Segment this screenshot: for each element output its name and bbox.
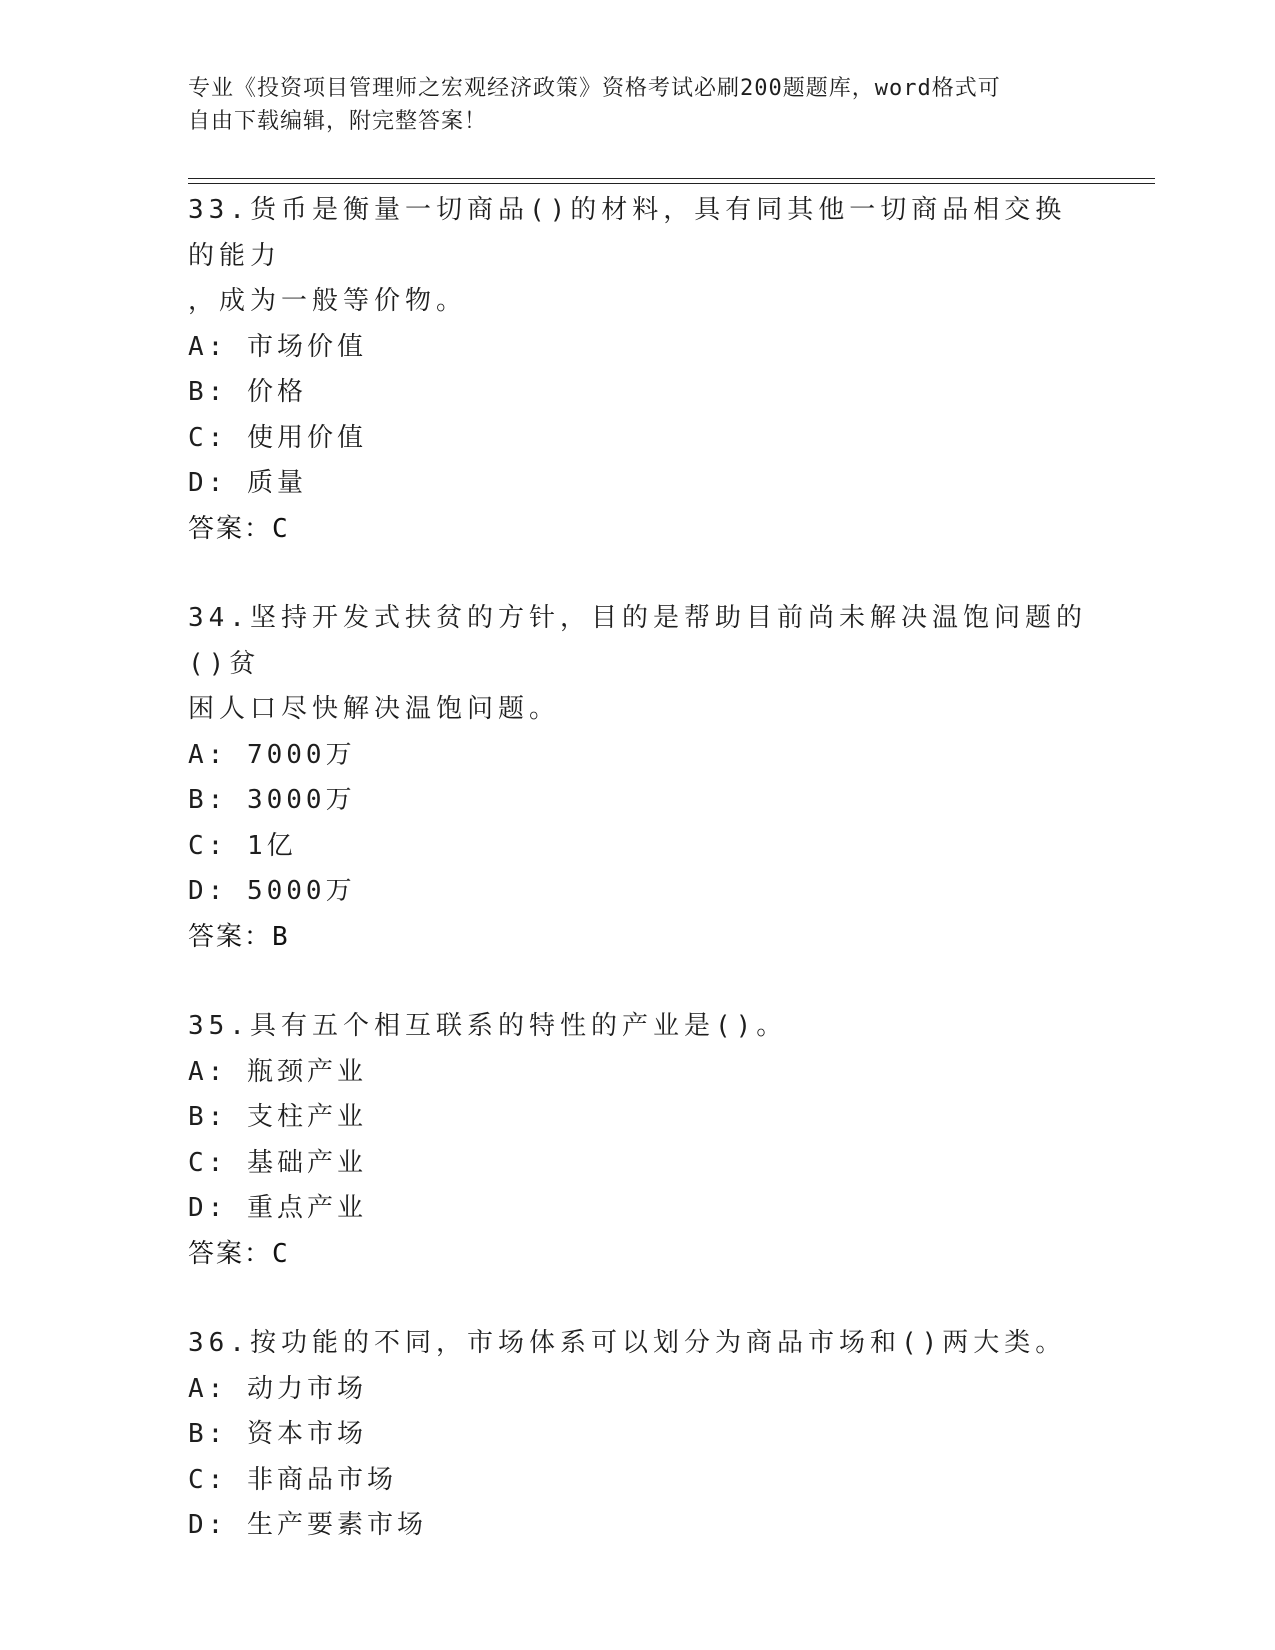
question-stem: 34.坚持开发式扶贫的方针，目的是帮助目前尚未解决温饱问题的()贫 [188, 603, 1087, 679]
question-33 [188, 188, 1088, 552]
document-header [188, 72, 1068, 138]
option-c: C: 非商品市场 [188, 1464, 397, 1495]
question-34 [188, 596, 1088, 960]
option-b: B: 支柱产业 [188, 1102, 367, 1132]
option-b: B: 资本市场 [188, 1419, 367, 1449]
question-stem: 36.按功能的不同，市场体系可以划分为商品市场和()两大类。 [188, 1328, 1067, 1358]
option-a: A: 动力市场 [188, 1373, 367, 1404]
question-stem: 35.具有五个相互联系的特性的产业是()。 [188, 1011, 788, 1041]
header-line-1: 专业《投资项目管理师之宏观经济政策》资格考试必刷200题题库，word格式可 [188, 76, 1001, 101]
option-d: D: 重点产业 [188, 1193, 367, 1223]
option-a: A: 7000万 [188, 739, 356, 770]
question-35 [188, 1004, 1088, 1277]
question-36 [188, 1321, 1088, 1549]
option-a: A: 市场价值 [188, 331, 367, 362]
question-stem: 33.货币是衡量一切商品()的材料，具有同其他一切商品相交换的能力 [188, 195, 1067, 271]
option-c: C: 使用价值 [188, 422, 367, 453]
option-b: B: 3000万 [188, 785, 356, 815]
header-rule-bottom [188, 183, 1155, 184]
option-b: B: 价格 [188, 377, 307, 407]
header-line-2: 自由下载编辑，附完整答案！ [188, 109, 488, 134]
question-list [188, 188, 1088, 1593]
option-c: C: 基础产业 [188, 1147, 367, 1178]
question-stem-continued: ，成为一般等价物。 [188, 286, 468, 316]
header-rule-top [188, 178, 1155, 179]
answer-line: 答案：B [188, 921, 290, 952]
option-d: D: 生产要素市场 [188, 1510, 427, 1540]
option-a: A: 瓶颈产业 [188, 1056, 367, 1087]
question-stem-continued: 困人口尽快解决温饱问题。 [188, 694, 561, 724]
answer-line: 答案：C [188, 1238, 290, 1269]
option-d: D: 质量 [188, 468, 307, 498]
option-c: C: 1亿 [188, 830, 297, 861]
answer-line: 答案：C [188, 513, 290, 544]
option-d: D: 5000万 [188, 876, 356, 906]
